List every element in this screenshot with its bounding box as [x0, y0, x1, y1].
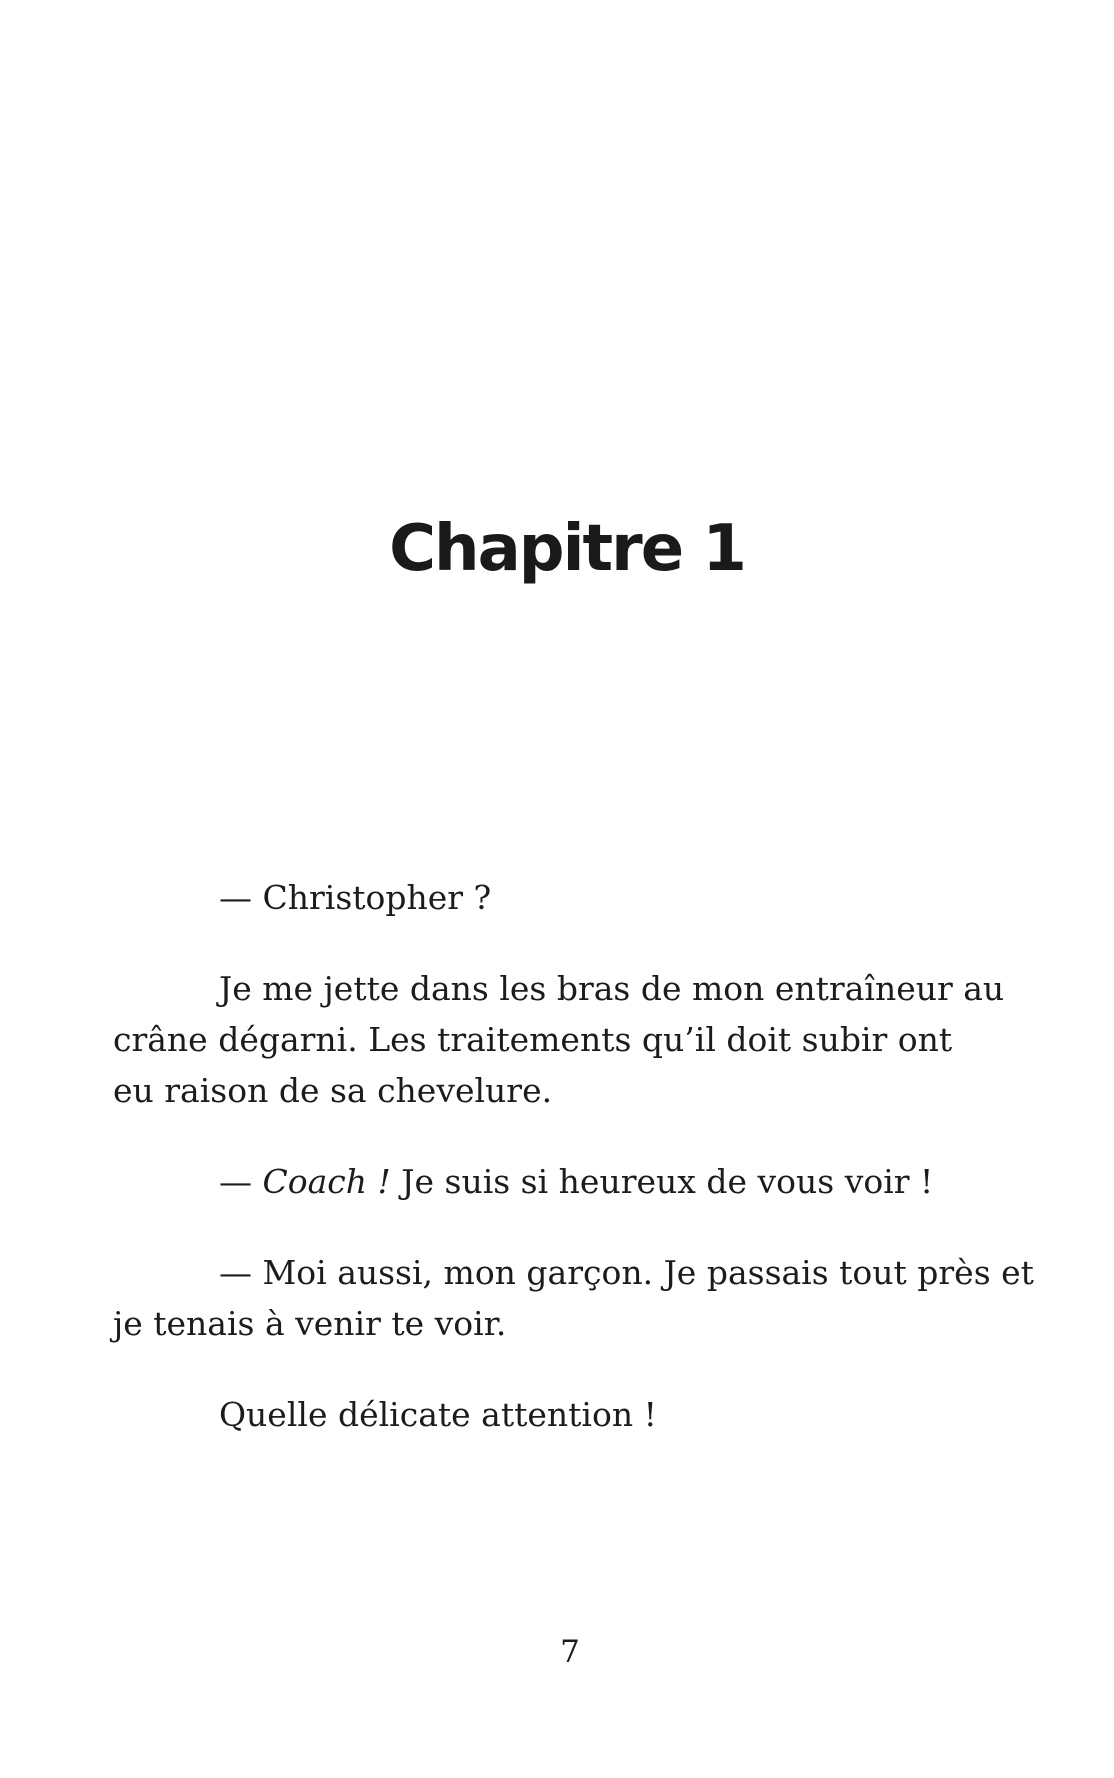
- emphasis-text: Coach !: [262, 1162, 391, 1201]
- chapter-body: [113, 872, 1034, 1480]
- paragraph-text: Je suis si heureux de vous voir !: [390, 1162, 934, 1201]
- chapter-title: Chapitre 1: [389, 512, 745, 586]
- paragraph-line: [166, 1156, 976, 1207]
- paragraph-line: Quelle délicate attention !: [219, 1395, 657, 1434]
- page-number: 7: [560, 1634, 580, 1670]
- paragraph-line: Je me jette dans les bras de mon entraîneur au: [219, 969, 1005, 1008]
- paragraph-2: [113, 963, 1005, 1116]
- paragraph-line: je tenais à venir te voir.: [113, 1304, 507, 1343]
- paragraph-line: eu raison de sa chevelure.: [113, 1071, 553, 1110]
- dialogue-dash: —: [219, 1162, 263, 1201]
- paragraph-line: crâne dégarni. Les traitements qu’il doit subir ont: [113, 1020, 953, 1059]
- paragraph-1: [166, 872, 976, 923]
- paragraph-line: — Christopher ?: [219, 878, 492, 917]
- paragraph-5: [166, 1389, 976, 1440]
- paragraph-4: [113, 1247, 1034, 1349]
- paragraph-line: — Moi aussi, mon garçon. Je passais tout près et: [219, 1253, 1034, 1292]
- paragraph-3: [166, 1156, 976, 1207]
